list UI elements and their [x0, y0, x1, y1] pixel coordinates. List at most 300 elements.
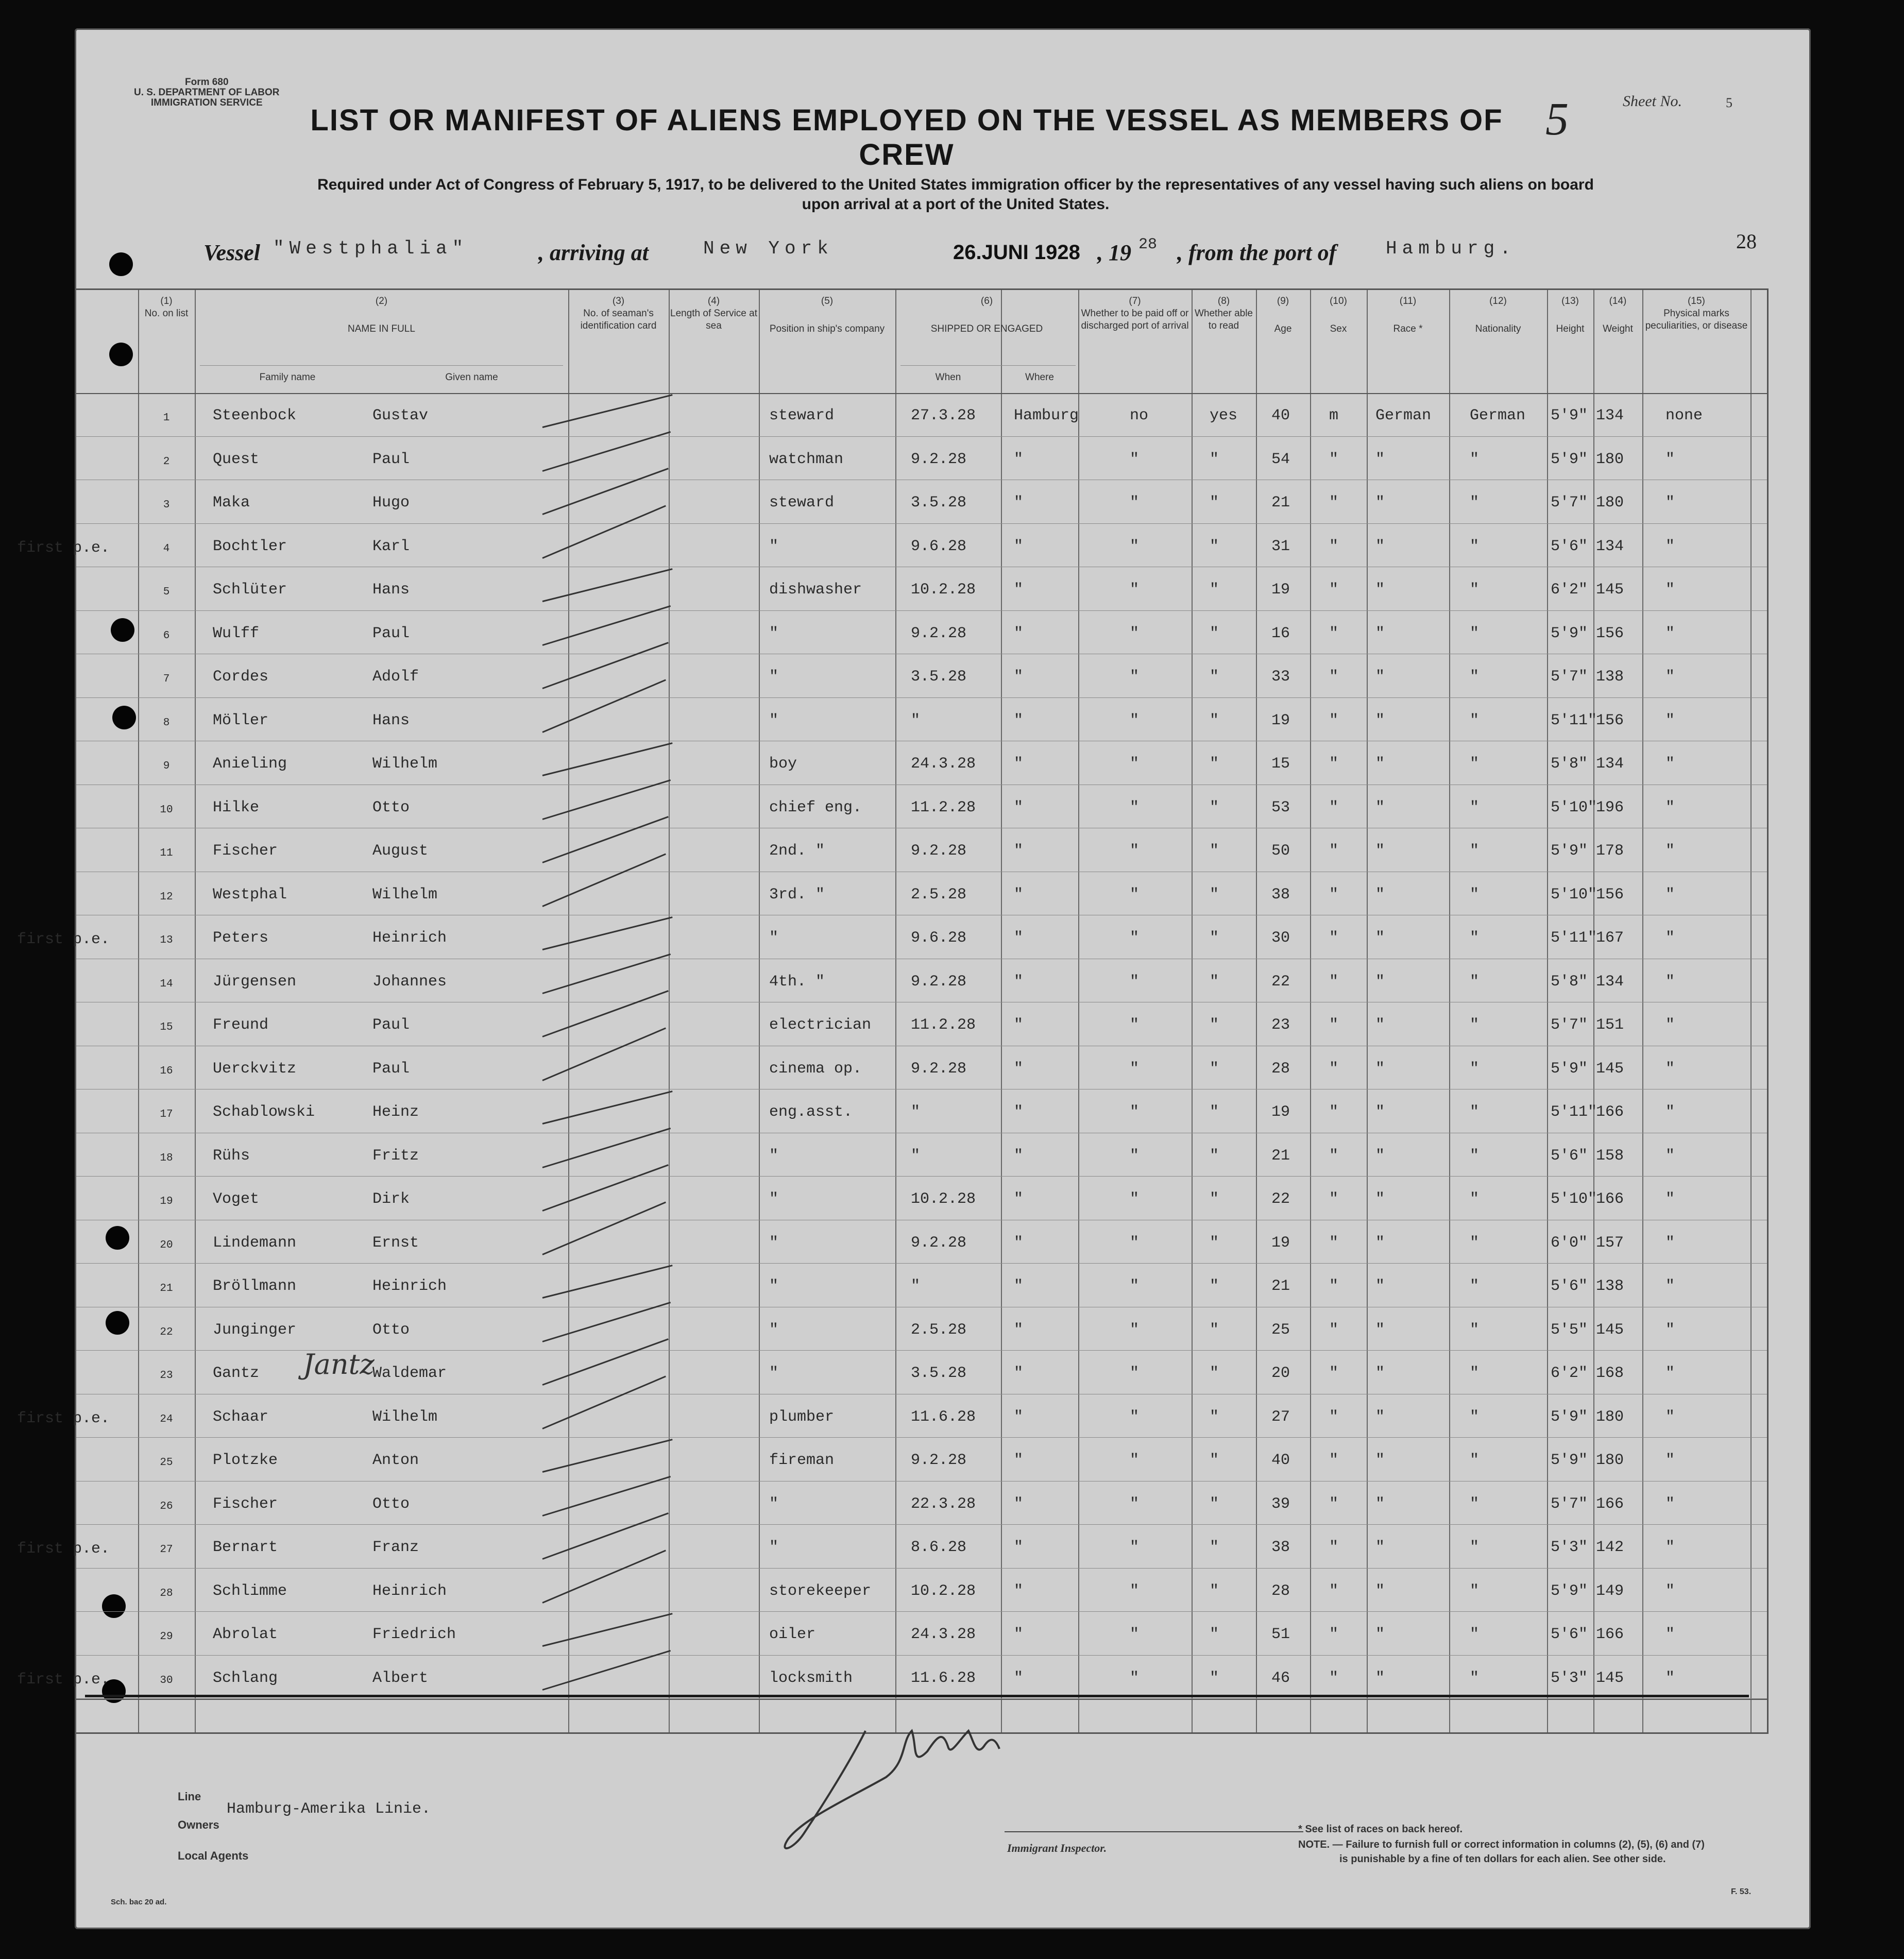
- col-name-header: (2) NAME IN FULL: [348, 296, 415, 334]
- cell-race: ": [1375, 755, 1385, 773]
- cell-weight: 134: [1596, 973, 1624, 991]
- row-number: 20: [160, 1239, 173, 1251]
- cell-given: Franz: [372, 1539, 419, 1556]
- check-mark-icon: [542, 1091, 673, 1125]
- cell-paid: ": [1130, 973, 1140, 991]
- cell-sex: ": [1329, 1016, 1339, 1034]
- cell-sex: ": [1329, 1539, 1339, 1556]
- cell-given: Ernst: [372, 1234, 419, 1252]
- check-mark-icon: [542, 1265, 673, 1299]
- owners-value: Hamburg-Amerika Linie.: [227, 1800, 431, 1818]
- cell-paid: ": [1130, 842, 1140, 860]
- cell-weight: 168: [1596, 1365, 1624, 1382]
- check-mark-icon: [542, 990, 668, 1037]
- cell-age: 21: [1271, 494, 1290, 512]
- cell-height: 5'9": [1551, 624, 1588, 642]
- cell-nationality: ": [1470, 581, 1480, 599]
- cell-height: 5'6": [1551, 1277, 1588, 1295]
- cell-race: ": [1375, 581, 1385, 599]
- cell-nationality: ": [1470, 1321, 1480, 1339]
- check-mark-icon: [542, 1439, 673, 1473]
- cell-paid: ": [1130, 1495, 1140, 1513]
- cell-weight: 138: [1596, 1277, 1624, 1295]
- row-number: 28: [160, 1587, 173, 1599]
- cell-weight: 166: [1596, 1190, 1624, 1208]
- cell-read: ": [1210, 973, 1219, 991]
- cell-position: storekeeper: [769, 1582, 872, 1600]
- cell-marks: ": [1665, 450, 1675, 468]
- cell-nationality: ": [1470, 1190, 1480, 1208]
- cell-marks: ": [1665, 1103, 1675, 1121]
- cell-age: 28: [1271, 1060, 1290, 1078]
- cell-read: ": [1210, 1147, 1219, 1165]
- cell-age: 19: [1271, 1103, 1290, 1121]
- cell-weight: 180: [1596, 1408, 1624, 1426]
- cell-given: Adolf: [372, 668, 419, 686]
- cell-nationality: ": [1470, 537, 1480, 555]
- cell-height: 5'11": [1551, 1103, 1597, 1121]
- cell-family: Abrolat: [213, 1626, 278, 1643]
- cell-when: 24.3.28: [911, 755, 976, 773]
- cell-height: 5'9": [1551, 1408, 1588, 1426]
- cell-age: 38: [1271, 885, 1290, 904]
- cell-nationality: ": [1470, 885, 1480, 904]
- cell-weight: 156: [1596, 624, 1624, 642]
- cell-race: ": [1375, 1539, 1385, 1556]
- cell-age: 19: [1271, 1234, 1290, 1252]
- cell-sex: ": [1329, 1452, 1339, 1469]
- cell-sex: ": [1329, 1060, 1339, 1078]
- cell-marks: ": [1665, 494, 1675, 512]
- punch-hole: [109, 252, 133, 276]
- cell-where: ": [1014, 798, 1024, 816]
- cell-position: chief eng.: [769, 798, 862, 816]
- cell-family: Schlüter: [213, 581, 287, 599]
- cell-position: steward: [769, 407, 835, 424]
- check-mark-icon: [542, 1164, 668, 1212]
- cell-given: Otto: [372, 1321, 410, 1339]
- cell-position: locksmith: [769, 1669, 853, 1687]
- cell-nationality: ": [1470, 842, 1480, 860]
- cell-given: Paul: [372, 1016, 410, 1034]
- check-mark-icon: [542, 1613, 673, 1647]
- cell-paid: ": [1130, 1626, 1140, 1643]
- cell-paid: ": [1130, 1582, 1140, 1600]
- cell-read: ": [1210, 1103, 1219, 1121]
- check-mark-icon: [542, 1128, 671, 1168]
- cell-paid: ": [1130, 1669, 1140, 1687]
- cell-when: 11.2.28: [911, 798, 976, 816]
- cell-family: Plotzke: [213, 1452, 278, 1469]
- cell-where: ": [1014, 668, 1024, 686]
- row-number: 15: [160, 1021, 173, 1033]
- cell-weight: 158: [1596, 1147, 1624, 1165]
- cell-race: ": [1375, 624, 1385, 642]
- cell-sex: ": [1329, 624, 1339, 642]
- cell-height: 5'10": [1551, 1190, 1597, 1208]
- cell-read: ": [1210, 1539, 1219, 1556]
- cell-family: Junginger: [213, 1321, 297, 1339]
- cell-read: ": [1210, 1234, 1219, 1252]
- cell-paid: ": [1130, 450, 1140, 468]
- cell-family: Wulff: [213, 624, 260, 642]
- cell-position: ": [769, 1190, 779, 1208]
- cell-paid: ": [1130, 668, 1140, 686]
- cell-race: ": [1375, 973, 1385, 991]
- cell-sex: ": [1329, 581, 1339, 599]
- cell-read: ": [1210, 581, 1219, 599]
- cell-nationality: ": [1470, 624, 1480, 642]
- cell-nationality: ": [1470, 1539, 1480, 1556]
- cell-race: ": [1375, 1365, 1385, 1382]
- cell-age: 38: [1271, 1539, 1290, 1556]
- cell-where: ": [1014, 711, 1024, 729]
- cell-height: 5'9": [1551, 1060, 1588, 1078]
- cell-sex: ": [1329, 668, 1339, 686]
- cell-height: 5'9": [1551, 450, 1588, 468]
- cell-age: 33: [1271, 668, 1290, 686]
- cell-sex: ": [1329, 1408, 1339, 1426]
- cell-read: ": [1210, 1365, 1219, 1382]
- col-nationality-header: (12) Nationality: [1475, 296, 1521, 334]
- cell-nationality: ": [1470, 450, 1480, 468]
- cell-age: 22: [1271, 1190, 1290, 1208]
- cell-where: ": [1014, 1277, 1024, 1295]
- check-mark-icon: [542, 953, 671, 994]
- cell-read: ": [1210, 537, 1219, 555]
- cell-given: Hans: [372, 581, 410, 599]
- cell-age: 54: [1271, 450, 1290, 468]
- row-number: 3: [163, 499, 170, 511]
- cell-family: Rühs: [213, 1147, 250, 1165]
- cell-family: Westphal: [213, 885, 287, 904]
- cell-weight: 156: [1596, 885, 1624, 904]
- cell-when: 9.6.28: [911, 537, 967, 555]
- cell-nationality: ": [1470, 798, 1480, 816]
- check-mark-icon: [542, 816, 668, 863]
- cell-race: ": [1375, 1277, 1385, 1295]
- check-mark-icon: [542, 431, 671, 472]
- local-agents-label: Local Agents: [178, 1849, 249, 1862]
- cell-sex: ": [1329, 450, 1339, 468]
- cell-height: 5'6": [1551, 1147, 1588, 1165]
- cell-family: Fischer: [213, 1495, 278, 1513]
- cell-family: Schlang: [213, 1669, 278, 1687]
- row-number: 6: [163, 629, 170, 642]
- cell-marks: none: [1665, 407, 1703, 424]
- cell-when: 24.3.28: [911, 1626, 976, 1643]
- cell-given: Heinrich: [372, 929, 447, 947]
- cell-where: ": [1014, 1060, 1024, 1078]
- fine-note-line-1: NOTE. — Failure to furnish full or correct information in columns (2), (5), (6) and (7): [1298, 1839, 1705, 1850]
- cell-paid: ": [1130, 537, 1140, 555]
- cell-weight: 149: [1596, 1582, 1624, 1600]
- cell-race: ": [1375, 1103, 1385, 1121]
- cell-family: Bröllmann: [213, 1277, 297, 1295]
- cell-position: fireman: [769, 1452, 835, 1469]
- cell-marks: ": [1665, 711, 1675, 729]
- cell-position: ": [769, 537, 779, 555]
- cell-weight: 166: [1596, 1103, 1624, 1121]
- cell-marks: ": [1665, 798, 1675, 816]
- vessel-name: "Westphalia": [273, 238, 469, 259]
- cell-paid: ": [1130, 885, 1140, 904]
- cell-when: 3.5.28: [911, 668, 967, 686]
- cell-position: eng.asst.: [769, 1103, 853, 1121]
- cell-marks: ": [1665, 537, 1675, 555]
- check-mark-icon: [542, 1549, 666, 1603]
- cell-given: Wilhelm: [372, 885, 438, 904]
- col-read-header: (8) Whether able to read: [1194, 296, 1253, 331]
- cell-race: ": [1375, 1495, 1385, 1513]
- form-number: Form 680: [185, 77, 229, 88]
- cell-position: dishwasher: [769, 581, 862, 599]
- handwritten-correction: Jantz: [303, 1348, 375, 1381]
- cell-read: ": [1210, 755, 1219, 773]
- cell-nationality: ": [1470, 1147, 1480, 1165]
- cell-given: Wilhelm: [372, 1408, 438, 1426]
- cell-given: Paul: [372, 450, 410, 468]
- col-height-header: (13) Height: [1556, 296, 1585, 334]
- cell-weight: 178: [1596, 842, 1624, 860]
- cell-age: 20: [1271, 1365, 1290, 1382]
- cell-read: ": [1210, 1321, 1219, 1339]
- cell-height: 6'2": [1551, 1365, 1588, 1382]
- cell-weight: 166: [1596, 1495, 1624, 1513]
- cell-height: 5'10": [1551, 798, 1597, 816]
- cell-marks: ": [1665, 1452, 1675, 1469]
- cell-where: ": [1014, 842, 1024, 860]
- cell-race: ": [1375, 494, 1385, 512]
- cell-family: Anieling: [213, 755, 287, 773]
- check-mark-icon: [542, 1201, 666, 1255]
- row-number: 16: [160, 1065, 173, 1077]
- cell-when: 9.2.28: [911, 1452, 967, 1469]
- cell-read: ": [1210, 885, 1219, 904]
- check-mark-icon: [542, 642, 668, 689]
- cell-position: ": [769, 1365, 779, 1382]
- cell-when: ": [911, 1147, 921, 1165]
- cell-paid: ": [1130, 1365, 1140, 1382]
- cell-race: ": [1375, 1408, 1385, 1426]
- cell-sex: ": [1329, 798, 1339, 816]
- cell-given: Waldemar: [372, 1365, 447, 1382]
- check-mark-icon: [542, 779, 671, 820]
- first-pe-mark: first p.e.: [17, 1409, 110, 1427]
- cell-position: ": [769, 1277, 779, 1295]
- cell-sex: ": [1329, 1321, 1339, 1339]
- cell-given: Paul: [372, 624, 410, 642]
- cell-height: 5'11": [1551, 929, 1597, 947]
- cell-paid: ": [1130, 1408, 1140, 1426]
- cell-race: ": [1375, 929, 1385, 947]
- cell-height: 5'7": [1551, 1016, 1588, 1034]
- cell-race: ": [1375, 668, 1385, 686]
- cell-position: oiler: [769, 1626, 816, 1643]
- cell-when: 22.3.28: [911, 1495, 976, 1513]
- cell-family: Steenbock: [213, 407, 297, 424]
- cell-where: ": [1014, 1669, 1024, 1687]
- cell-nationality: ": [1470, 755, 1480, 773]
- cell-height: 6'0": [1551, 1234, 1588, 1252]
- cell-age: 16: [1271, 624, 1290, 642]
- cell-family: Fischer: [213, 842, 278, 860]
- cell-when: 11.6.28: [911, 1669, 976, 1687]
- cell-when: 9.2.28: [911, 1060, 967, 1078]
- cell-nationality: ": [1470, 494, 1480, 512]
- row-number: 7: [163, 673, 170, 685]
- cell-family: Bochtler: [213, 537, 287, 555]
- cell-paid: ": [1130, 929, 1140, 947]
- inspector-label: Immigrant Inspector.: [1007, 1842, 1107, 1854]
- year-suffix: 28: [1138, 236, 1158, 253]
- col-family-name-header: Family name: [259, 372, 316, 383]
- cell-age: 40: [1271, 407, 1290, 424]
- cell-family: Peters: [213, 929, 269, 947]
- cell-race: ": [1375, 885, 1385, 904]
- cell-given: August: [372, 842, 429, 860]
- cell-when: 10.2.28: [911, 1190, 976, 1208]
- row-number: 19: [160, 1196, 173, 1207]
- cell-read: ": [1210, 494, 1219, 512]
- cell-nationality: ": [1470, 1234, 1480, 1252]
- page-title: LIST OR MANIFEST OF ALIENS EMPLOYED ON THE VESSEL AS MEMBERS OF CREW: [310, 104, 1503, 172]
- line-label: Line: [178, 1790, 201, 1803]
- cell-nationality: ": [1470, 1582, 1480, 1600]
- check-mark-icon: [542, 1375, 666, 1429]
- cell-where: ": [1014, 537, 1024, 555]
- cell-when: 3.5.28: [911, 1365, 967, 1382]
- form-meta: [134, 77, 280, 108]
- year-label: , 19: [1097, 240, 1131, 265]
- cell-paid: no: [1130, 407, 1149, 424]
- row-number: 26: [160, 1500, 173, 1512]
- check-mark-icon: [542, 1338, 668, 1386]
- first-pe-mark: first p.e.: [17, 539, 110, 557]
- check-mark-icon: [542, 468, 668, 515]
- cell-where: ": [1014, 1321, 1024, 1339]
- cell-sex: ": [1329, 929, 1339, 947]
- cell-where: ": [1014, 973, 1024, 991]
- cell-read: ": [1210, 1452, 1219, 1469]
- cell-where: ": [1014, 1539, 1024, 1556]
- cell-sex: ": [1329, 1103, 1339, 1121]
- row-number: 12: [160, 891, 173, 903]
- cell-age: 21: [1271, 1147, 1290, 1165]
- cell-position: steward: [769, 494, 835, 512]
- cell-family: Möller: [213, 711, 269, 729]
- cell-height: 5'9": [1551, 1582, 1588, 1600]
- cell-when: 9.6.28: [911, 929, 967, 947]
- cell-read: ": [1210, 1277, 1219, 1295]
- cell-race: ": [1375, 1669, 1385, 1687]
- row-number: 25: [160, 1457, 173, 1469]
- cell-when: 11.6.28: [911, 1408, 976, 1426]
- cell-where: ": [1014, 1103, 1024, 1121]
- cell-read: ": [1210, 1060, 1219, 1078]
- cell-when: ": [911, 711, 921, 729]
- cell-weight: 142: [1596, 1539, 1624, 1556]
- first-pe-mark: first p.e.: [17, 1671, 110, 1689]
- cell-paid: ": [1130, 755, 1140, 773]
- cell-family: Maka: [213, 494, 250, 512]
- cell-race: ": [1375, 1147, 1385, 1165]
- cell-sex: ": [1329, 1669, 1339, 1687]
- row-number: 11: [160, 847, 173, 859]
- row-number: 2: [163, 455, 170, 468]
- cell-sex: ": [1329, 1190, 1339, 1208]
- check-mark-icon: [542, 568, 673, 602]
- cell-race: ": [1375, 1582, 1385, 1600]
- cell-where: ": [1014, 1365, 1024, 1382]
- cell-when: 2.5.28: [911, 1321, 967, 1339]
- cell-given: Otto: [372, 1495, 410, 1513]
- cell-marks: ": [1665, 668, 1675, 686]
- cell-marks: ": [1665, 929, 1675, 947]
- cell-given: Heinz: [372, 1103, 419, 1121]
- cell-weight: 138: [1596, 668, 1624, 686]
- cell-given: Heinrich: [372, 1582, 447, 1600]
- cell-age: 31: [1271, 537, 1290, 555]
- cell-age: 27: [1271, 1408, 1290, 1426]
- cell-given: Otto: [372, 798, 410, 816]
- cell-when: 10.2.28: [911, 581, 976, 599]
- cell-where: ": [1014, 1234, 1024, 1252]
- cell-nationality: ": [1470, 1060, 1480, 1078]
- cell-position: 4th. ": [769, 973, 825, 991]
- cell-weight: 134: [1596, 537, 1624, 555]
- cell-marks: ": [1665, 1495, 1675, 1513]
- cell-nationality: ": [1470, 1626, 1480, 1643]
- cell-position: 3rd. ": [769, 885, 825, 904]
- cell-age: 39: [1271, 1495, 1290, 1513]
- cell-paid: ": [1130, 624, 1140, 642]
- cell-family: Schablowski: [213, 1103, 315, 1121]
- cell-age: 25: [1271, 1321, 1290, 1339]
- cell-when: 3.5.28: [911, 494, 967, 512]
- cell-where: ": [1014, 1626, 1024, 1643]
- col-given-name-header: Given name: [445, 372, 498, 383]
- cell-marks: ": [1665, 755, 1675, 773]
- cell-nationality: ": [1470, 1365, 1480, 1382]
- cell-age: 46: [1271, 1669, 1290, 1687]
- cell-sex: ": [1329, 1365, 1339, 1382]
- cell-marks: ": [1665, 842, 1675, 860]
- cell-position: ": [769, 1321, 779, 1339]
- cell-marks: ": [1665, 973, 1675, 991]
- cell-height: 5'11": [1551, 711, 1597, 729]
- cell-age: 53: [1271, 798, 1290, 816]
- cell-marks: ": [1665, 1582, 1675, 1600]
- cell-where: ": [1014, 1452, 1024, 1469]
- row-number: 4: [163, 542, 170, 555]
- row-number: 30: [160, 1674, 173, 1687]
- cell-height: 5'6": [1551, 1626, 1588, 1643]
- check-mark-icon: [542, 742, 673, 776]
- cell-height: 5'7": [1551, 494, 1588, 512]
- row-number: 29: [160, 1631, 173, 1643]
- row-number: 18: [160, 1152, 173, 1164]
- cell-paid: ": [1130, 1539, 1140, 1556]
- cell-when: ": [911, 1103, 921, 1121]
- inspector-signature-line: [1005, 1831, 1303, 1832]
- first-pe-mark: first p.e.: [17, 1540, 110, 1558]
- cell-height: 5'9": [1551, 842, 1588, 860]
- cell-read: ": [1210, 1408, 1219, 1426]
- vessel-label: Vessel: [203, 240, 260, 265]
- cell-position: ": [769, 1539, 779, 1556]
- cell-sex: m: [1329, 407, 1339, 424]
